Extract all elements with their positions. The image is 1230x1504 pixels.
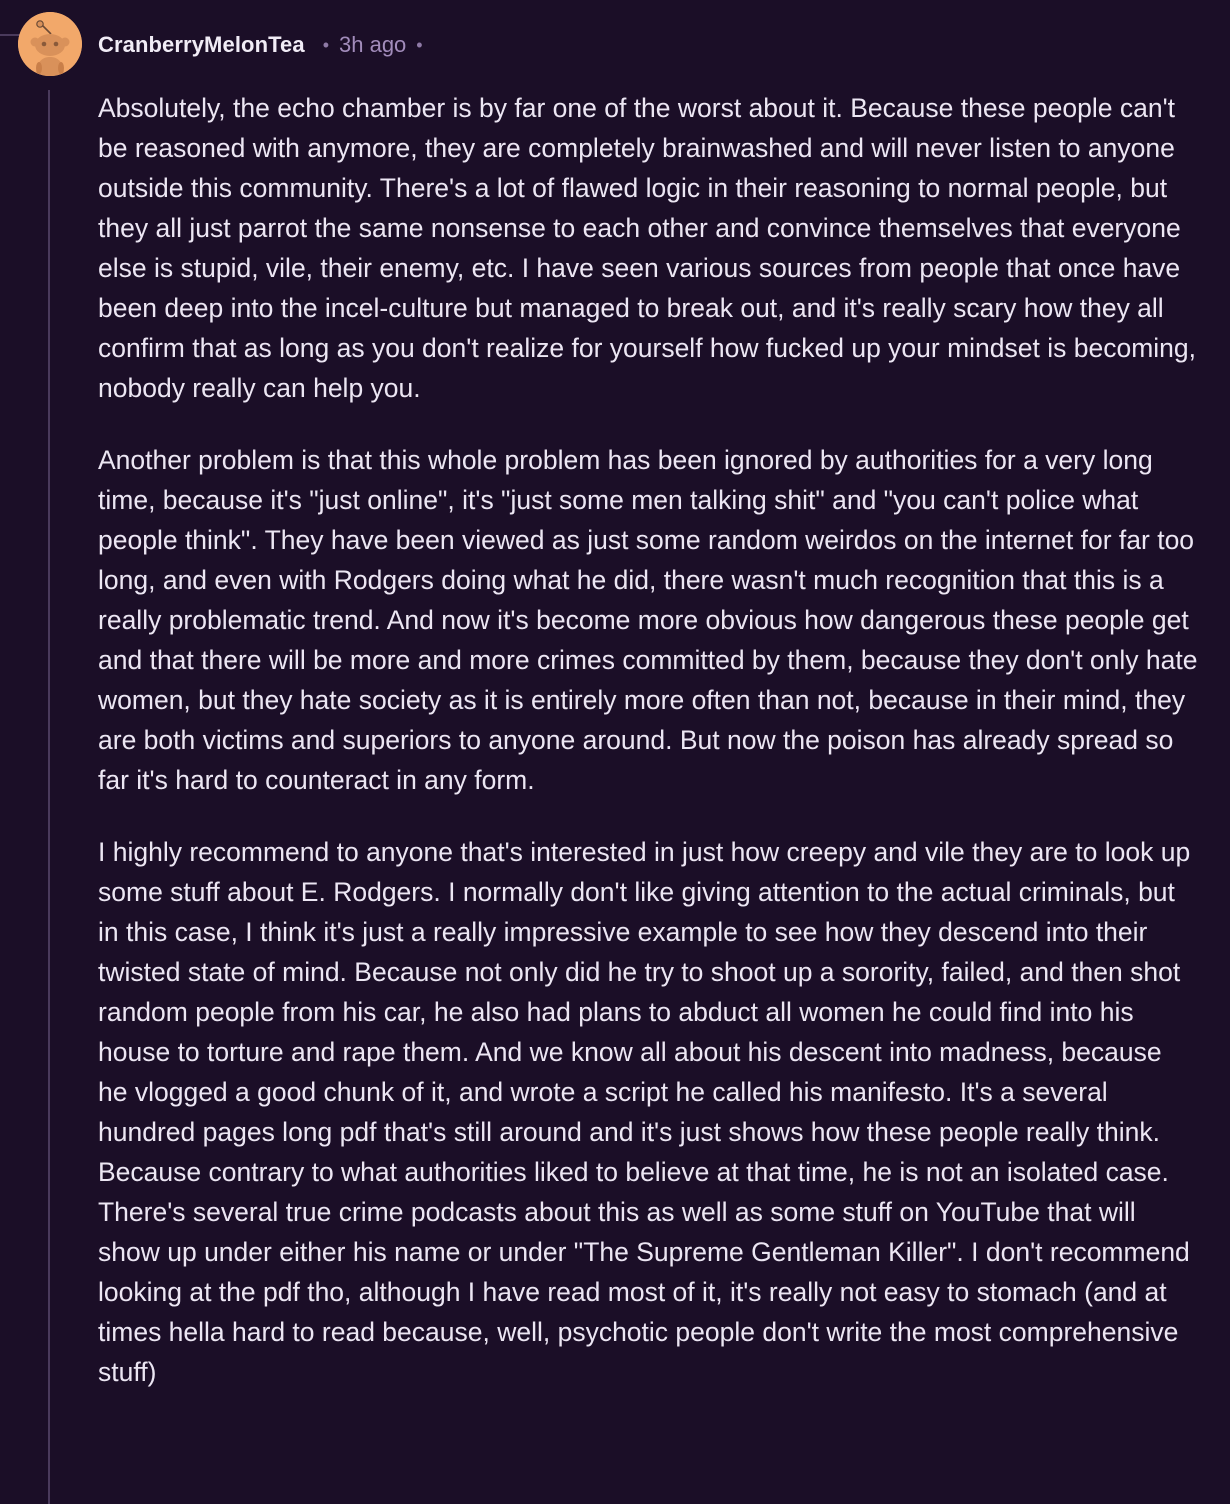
- thread-line[interactable]: [48, 90, 50, 1504]
- comment-timestamp[interactable]: 3h ago: [339, 32, 407, 57]
- comment-header: [98, 28, 423, 62]
- comment-body: [98, 88, 1198, 1424]
- user-avatar[interactable]: [18, 12, 82, 76]
- comment-author[interactable]: CranberryMelonTea: [98, 32, 305, 57]
- comment-paragraph-1: Absolutely, the echo chamber is by far one of the worst about it. Because these people can't be reasoned with anymore, they are completely brainwashed and will never listen to anyone outside this community. There's a lot of flawed logic in their reasoning to normal people, but they all just parrot the same nonsense to each other and convince themselves that everyone else is stupid, vile, their enemy, etc. I have seen various sources from people that once have been deep into the incel-culture but managed to break out, and it's really scary how they all confirm that as long as you don't realize for yourself how fucked up your mindset is becoming, nobody really can help you.: [98, 93, 1197, 403]
- meta-separator: •: [322, 34, 329, 55]
- comment-paragraph-2: Another problem is that this whole problem has been ignored by authorities for a very long time, because it's "just online", it's "just some men talking shit" and "you can't police what people think". They have been viewed as just some random weirdos on the internet for far too long, and even with Rodgers doing what he did, there wasn't much recognition that this is a really problematic trend. And now it's become more obvious how dangerous these people get and that there will be more and more crimes committed by them, because they don't only hate women, but they hate society as it is entirely more often than not, because in their mind, they are both victims and superiors to anyone around. But now the poison has already spread so far it's hard to counteract in any form.: [98, 445, 1198, 795]
- reddit-snoo-avatar-icon: [18, 12, 82, 76]
- comment-paragraph-3: I highly recommend to anyone that's interested in just how creepy and vile they are to look up some stuff about E. Rodgers. I normally don't like giving attention to the actual criminals, but in this case, I think it's just a really impressive example to see how they descend into their twisted state of mind. Because not only did he try to shoot up a sorority, failed, and then shot random people from his car, he also had plans to abduct all women he could find into his house to torture and rape them. And we know all about his descent into madness, because he vlogged a good chunk of it, and wrote a script he called his manifesto. It's a several hundred pages long pdf that's still around and it's just shows how these people really think. Because contrary to what authorities liked to believe at that time, he is not an isolated case. There's several true crime podcasts about this as well as some stuff on YouTube that will show up under either his name or under "The Supreme Gentleman Killer". I don't recommend looking at the pdf tho, although I have read most of it, it's really not easy to stomach (and at times hella hard to read because, well, psychotic people don't write the most comprehensive stuff): [98, 837, 1191, 1387]
- meta-separator-trailing: •: [416, 34, 423, 55]
